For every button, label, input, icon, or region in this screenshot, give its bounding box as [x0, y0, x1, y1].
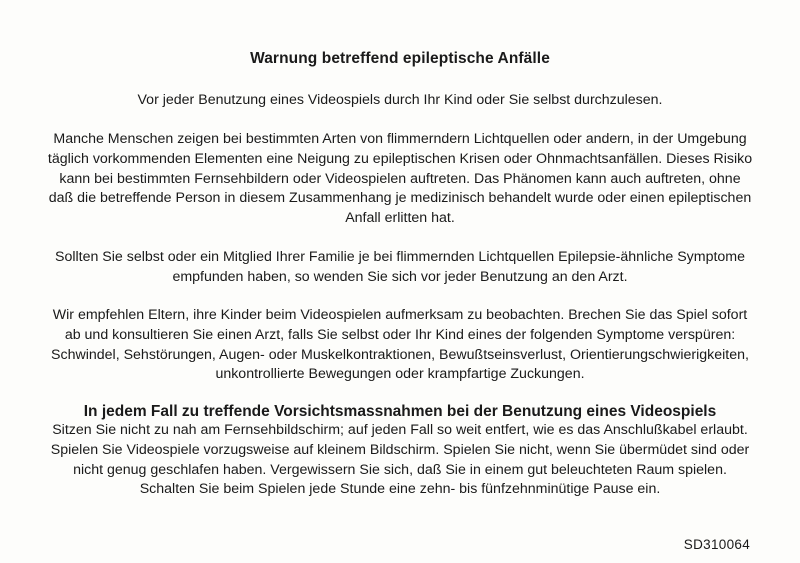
family-paragraph	[30, 248, 770, 288]
text-line: Anfall erlitten hat.	[345, 210, 455, 227]
risk-paragraph	[30, 130, 770, 229]
text-line: Manche Menschen zeigen bei bestimmten Arten von flimmerndern Lichtquellen oder andern, in der Umgebung	[53, 131, 747, 147]
text-line: Sitzen Sie nicht zu nah am Fernsehbildschirm; auf jeden Fall so weit entfert, wie es das Anschlußkabel erlaubt.	[52, 422, 748, 438]
text-line: ab und konsultieren Sie einen Arzt, falls Sie selbst oder Ihr Kind eines der folgenden Symptome verspüren:	[64, 326, 736, 343]
text-line: kann bei bestimmten Fernsehbildern oder Videospielen auftreten. Das Phänomen kann auch auftreten, ohne	[59, 170, 741, 187]
intro-paragraph	[30, 91, 770, 111]
precautions-paragraph	[30, 421, 770, 500]
text-line: Spielen Sie Videospiele vorzugsweise auf kleinem Bildschirm. Spielen Sie nicht, wenn Sie übermüdet sind oder	[50, 441, 750, 458]
document-code: SD310064	[683, 537, 750, 552]
text-line: Sollten Sie selbst oder ein Mitglied Ihrer Familie je bei flimmernden Lichtquellen Epilepsie-ähnliche Symptome	[54, 249, 745, 265]
text-line: täglich vorkommenden Elementen eine Neigung zu epileptischen Krisen oder Ohnmachtsanfällen. Dieses Risiko	[47, 150, 753, 167]
text-line: Schwindel, Sehstörungen, Augen- oder Muskelkontraktionen, Bewußtseinsverlust, Orientierungschwierigkeiten,	[51, 346, 749, 363]
text-line: unkontrollierte Bewegungen oder krampfartige Zuckungen.	[215, 366, 585, 383]
text-line: Schalten Sie beim Spielen jede Stunde eine zehn- bis fünfzehnminütige Pause ein.	[139, 481, 661, 498]
text-line: Wir empfehlen Eltern, ihre Kinder beim Videospielen aufmerksam zu beobachten. Brechen Sie das Spiel sofort	[52, 307, 748, 323]
document-title: Warnung betreffend epileptische Anfälle	[250, 50, 550, 67]
text-line: empfunden haben, so wenden Sie sich vor jeder Benutzung an den Arzt.	[172, 268, 628, 285]
text-line: nicht genug geschlafen haben. Vergewissern Sie sich, daß Sie in einem gut beleuchteten Raum spielen.	[73, 461, 727, 478]
text-line: daß die betreffende Person in diesem Zusammenhang je medizinisch behandelt wurde oder einen epileptischen	[48, 190, 752, 207]
symptoms-paragraph	[30, 306, 770, 385]
precautions-heading: In jedem Fall zu treffende Vorsichtsmassnahmen bei der Benutzung eines Videospiels	[83, 403, 717, 420]
intro-line: Vor jeder Benutzung eines Videospiels durch Ihr Kind oder Sie selbst durchzulesen.	[137, 92, 663, 108]
